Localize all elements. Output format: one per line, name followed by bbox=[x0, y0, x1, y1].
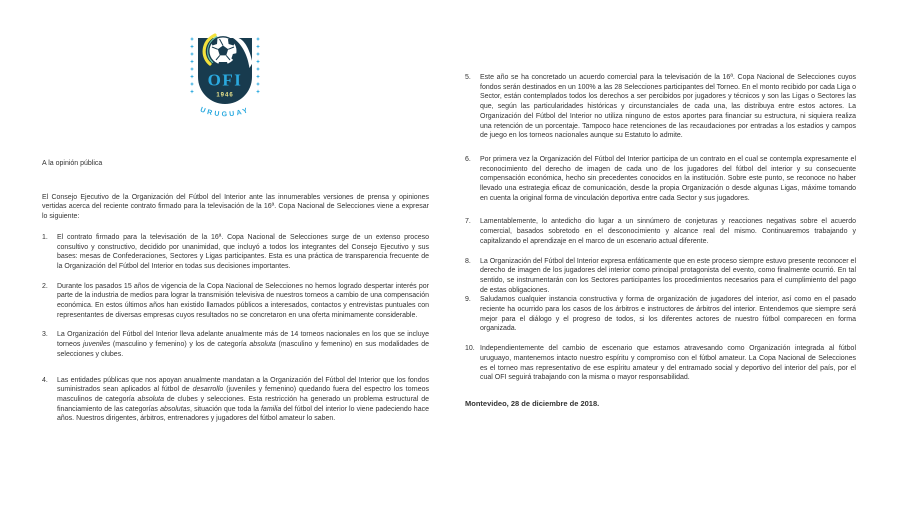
item-number: 9. bbox=[465, 296, 471, 304]
item-number: 2. bbox=[42, 282, 48, 290]
item-text: Lamentablemente, lo antedicho dio lugar a un sinnúmero de conjeturas y reacciones negativas sobre el acuerdo comercial, basados sobretodo en el desconocimiento y alcance real del mismo. Continuaremos trabajando y capitalizando el aprendizaje en el marco de un escenario actual diferente. bbox=[480, 218, 856, 245]
list-item bbox=[465, 295, 856, 334]
list-item bbox=[42, 233, 429, 272]
list-item bbox=[465, 257, 856, 296]
logo-country: URUGUAY bbox=[199, 106, 251, 119]
item-text: Este año se ha concretado un acuerdo comercial para la televisación de la 16ª. Copa Nacional de Selecciones cuyos fondos serán destinados en un 100% a las 28 Selecciones participantes del Torneo. En el monto recibido por cada Liga o Sector, están contemplados todos los derechos a ser percibidos por jugadores y técnicos y son las Ligas o Sectores las que, según las particularidades históricas y circunstanciales de cada una, las distribuya entre estos actores. La Organización del Fútbol del Interior no utiliza ninguno de estos aportes para financiar su estructura, ni siquiera realiza una retención de un porcentaje. Tampoco hace retenciones de las recaudaciones por entradas a los estadios y campos de juego en los torneos nacionales aunque su Estatuto lo admite. bbox=[480, 74, 856, 140]
list-item bbox=[465, 155, 856, 204]
item-text: La Organización del Fútbol del Interior expresa enfáticamente que en este proceso siempre estuvo presente reconocer el derecho de imagen de los jugadores del interior como principal protagonista del evento, como finalmente ocurrió. En tal sentido, se instrumentarán con los Sectores participantes los procedimientos necesarios para el cumplimiento del pago de estas obligaciones. bbox=[480, 257, 856, 294]
list-item bbox=[465, 344, 856, 383]
item-number: 10. bbox=[465, 345, 475, 353]
item-number: 1. bbox=[42, 233, 48, 241]
item-number: 7. bbox=[465, 218, 471, 226]
item-text: Durante los pasados 15 años de vigencia de la Copa Nacional de Selecciones no hemos logrado despertar interés por parte de la industria de medios para lograr la transmisión televisiva de nuestros torneos a cambio de una compensación económica. En estos últimos años han existido llamados públicos a interesados, contactos y entrevistas puntuales con representantes de diversas empresas cuyos resultados no se concretaron en una oferta minimamente considerable. bbox=[57, 282, 429, 319]
list-item bbox=[42, 376, 429, 425]
item-text: El contrato firmado para la televisación de la 16ª. Copa Nacional de Selecciones surge de un extenso proceso consultivo y constructivo, decidido por unanimidad, que incluyó a todos los integrantes del Consejo Ejecutivo y sus bases: mesas de Confederaciones, Sectores y Ligas participantes. Esta es una práctica de transparencia frecuente de la Organización del Fútbol del Interior en todas sus decisiones importantes. bbox=[57, 233, 429, 270]
item-text: Independientemente del cambio de escenario que estamos atravesando como Organización integrada al fútbol uruguayo, mantenemos intacto nuestro espíritu y compromiso con el fútbol amateur. La Copa Nacional de Selecciones es el torneo mas representativo de ese espíritu amateur y del entramado social y deportivo del interior del país, por el cual OFI seguirá trabajando con la misma o mayor responsabilidad. bbox=[480, 345, 856, 382]
item-number: 4. bbox=[42, 376, 48, 384]
list-item bbox=[465, 73, 856, 141]
list-item bbox=[42, 282, 429, 321]
ofi-logo-graphic bbox=[186, 31, 282, 145]
dateline: Montevideo, 28 de diciembre de 2018. bbox=[465, 398, 600, 408]
item-text: La Organización del Fútbol del Interior lleva adelante anualmente más de 14 torneos nacionales en los que se incluye torneos juveniles (masculino y femenino) y los de categoría absoluta (masculino y femenino) en sus modalidades de selecciones y clubes. bbox=[57, 331, 429, 358]
item-number: 6. bbox=[465, 155, 471, 163]
item-text: Las entidades públicas que nos apoyan anualmente mandatan a la Organización del Fútbol del Interior que los fondos suministrados sean aplicados al fútbol de desarrollo (juveniles y femenino) quedando fuera del espectro los torneos masculinos de categoría absoluta de clubes y selecciones. Esta restricción ha generado un problema estructural de financiamiento de las categorías absolutas, situación que toda la familia del fútbol del interior lo viene padeciendo hace años. Nuestros dirigentes, árbitros, entrenadores y jugadores del fútbol amateur lo saben. bbox=[57, 376, 429, 423]
list-item bbox=[42, 330, 429, 359]
ofi-logo bbox=[186, 31, 282, 145]
list-item bbox=[465, 217, 856, 246]
item-text: Por primera vez la Organización del Fútbol del Interior participa de un contrato en el cual se contempla expresamente el reconocimiento del derecho de imagen de cada uno de los jugadores del fútbol del interior y su consecuente compensación económica, hecho sin precedentes conocidos en la institución. Sobre este punto, se reconoce no haber llevado una estrategia eficaz de comunicación, desde la propia Organización o desde algunas Ligas, máxime tomando en cuenta la original forma de vinculación deportiva entre cada Sector y sus jugadores. bbox=[480, 155, 856, 202]
item-text: Saludamos cualquier instancia constructiva y forma de organización de jugadores del interior, así como en el pasado reciente ha ocurrido para los casos de los árbitros e instructores de árbitros del interior. Entendemos que siempre será mejor para el diálogo y el progreso de todos, si los diferentes actores de nuestro fútbol comparecen en forma organizada. bbox=[480, 296, 856, 333]
logo-year: 1946 bbox=[216, 92, 234, 99]
right-column bbox=[465, 73, 856, 409]
item-number: 8. bbox=[465, 257, 471, 265]
intro-paragraph: El Consejo Ejecutivo de la Organización del Fútbol del Interior ante las innumerables versiones de prensa y opiniones vertidas acerca del reciente contrato firmado para la televisación de la 16ª. Copa Nacional de Selecciones viene a expresar lo siguiente: bbox=[42, 193, 429, 221]
item-number: 3. bbox=[42, 331, 48, 339]
logo-acronym: OFI bbox=[207, 70, 243, 90]
left-column bbox=[42, 159, 429, 434]
salutation: A la opinión pública bbox=[42, 160, 103, 167]
item-number: 5. bbox=[465, 74, 471, 81]
